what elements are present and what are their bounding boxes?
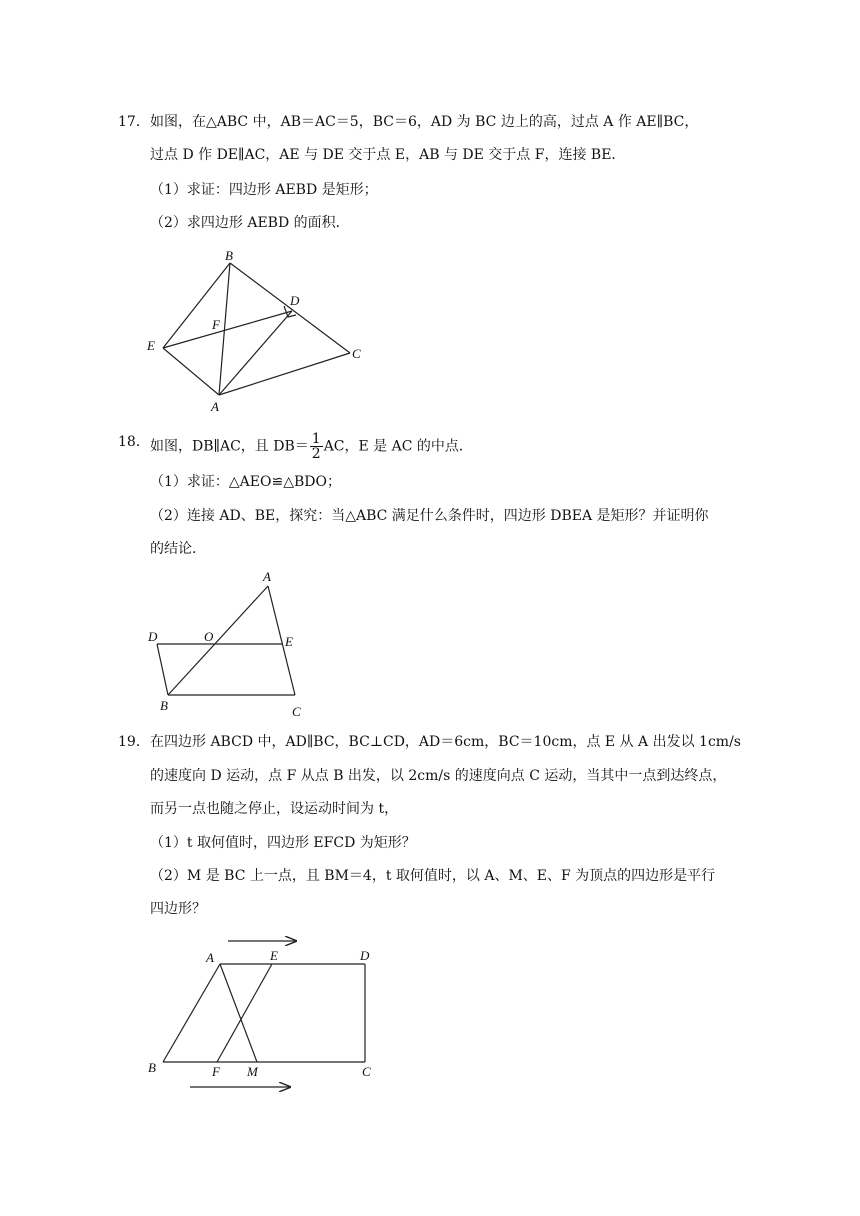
q17-label-c: C: [352, 346, 361, 361]
q19-text-line2: 的速度向 D 运动，点 F 从点 B 出发，以 2cm/s 的速度向点 C 运动，当其中一点到达终点，: [150, 768, 727, 784]
q17-label-b: B: [225, 248, 233, 263]
q17-label-e: E: [147, 338, 155, 353]
q17-label-f: F: [212, 317, 220, 332]
q18-label-a: A: [263, 569, 271, 584]
q17-text-line1: 如图，在△ABC 中，AB＝AC＝5，BC＝6，AD 为 BC 边上的高，过点 A 作 AE∥BC，: [150, 114, 699, 130]
q19-label-a: A: [206, 950, 214, 965]
q19-text-line3: 而另一点也随之停止，设运动时间为 t，: [150, 801, 399, 817]
q17-sub1: （1）求证：四边形 AEBD 是矩形；: [150, 182, 378, 198]
q19-sub1: （1）t 取何值时，四边形 EFCD 为矩形？: [150, 835, 416, 851]
q18-label-o: O: [204, 629, 214, 644]
q19-number: 19．: [118, 734, 150, 750]
q19-sub2: （2）M 是 BC 上一点，且 BM＝4，t 取何值时，以 A、M、E、F 为顶点的四边形是平行: [150, 868, 716, 884]
q17-number: 17．: [118, 114, 150, 130]
q18-frac-den: 2: [311, 446, 321, 462]
q18-sub2b: 的结论．: [150, 541, 206, 557]
q18-frac-num: 1: [311, 431, 321, 447]
q17-label-d: D: [290, 293, 300, 308]
q19-label-b: B: [148, 1060, 156, 1075]
q18-text-a: 如图，DB∥AC，且 DB＝: [150, 438, 309, 455]
q18-sub2: （2）连接 AD、BE，探究：当△ABC 满足什么条件时，四边形 DBEA 是矩形？并证明你: [150, 508, 709, 524]
q19-label-f: F: [212, 1064, 220, 1079]
q18-number: 18．: [118, 434, 150, 450]
q19-label-c: C: [362, 1064, 371, 1079]
q18-label-c: C: [292, 704, 301, 719]
q18-label-d: D: [148, 629, 158, 644]
q17-text-line2: 过点 D 作 DE∥AC，AE 与 DE 交于点 E，AB 与 DE 交于点 F，连接 BE．: [150, 147, 626, 163]
q19-sub2b: 四边形？: [150, 901, 206, 917]
q19-label-d: D: [360, 948, 370, 963]
q18-label-b: B: [160, 698, 168, 713]
q17-label-a: A: [211, 399, 219, 414]
q18-label-e: E: [285, 634, 293, 649]
q18-sub1: （1）求证：△AEO≌△BDO；: [150, 474, 341, 490]
q19-text-line1: 在四边形 ABCD 中，AD∥BC，BC⊥CD，AD＝6cm，BC＝10cm，点 E 从 A 出发以 1cm/s: [150, 734, 741, 750]
q19-label-m: M: [247, 1064, 258, 1079]
q17-sub2: （2）求四边形 AEBD 的面积．: [150, 215, 350, 231]
q19-label-e: E: [270, 948, 278, 963]
q18-text-b: AC，E 是 AC 的中点．: [323, 438, 473, 455]
